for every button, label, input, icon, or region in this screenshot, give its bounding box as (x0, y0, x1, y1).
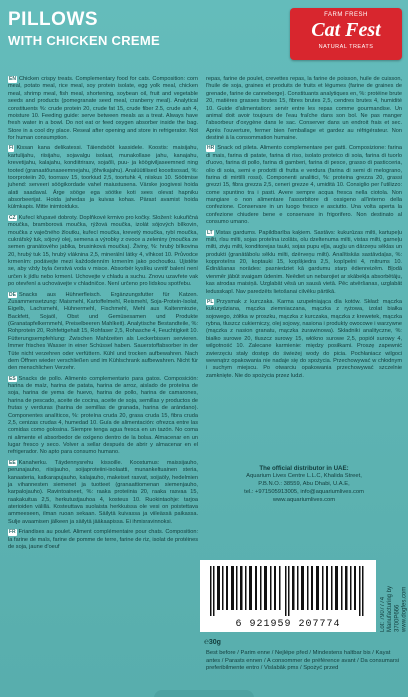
logo-brand: Cat Fest (311, 19, 381, 41)
barcode-bars (208, 566, 368, 616)
paragraph-en: EN Chicken crispy treats. Complementary food for cats. Composition: corn meal, potato meal, rice meal, soy protein isolate, egg yolk meal, chicken meal, shrimp meal, fish meal, shortening, soybean oil, fruit and vegetable seeds and products (pomegranate seed meal, cranberry meal). Analytical constituents %: crude protein 20, crude fat 15, crude fiber 2.5, crude ash 4, moisture 10. Feeding guide: serve between meals as a treat. Always have fresh water in a bowl. Do not eat or feed oxygen absorber inside the bag. Store in a cool dry place. Reseal after opening and store in refrigerator. Not for human consumption. (8, 76, 198, 141)
paragraph-lt: LT Vistas gardums. Papildbarība kaķiem. Sastāvs: kukurūzas milti, kartupeļu milti, rīsu milti, sojas proteīna izolāts, olu dzeltenuma milti, vistas milti, garneļu milti, zivju milti, konditorejas tauki, sojas pupu eļļa, augļu un dārzeņu sēklas un produkti (granātābolu sēklu milti, dzērveņu milti). Analītiskās sastāvdaļas, %: kopproteīns 20, koptauki 15, kopšķiedra 2,5, kopīpelni 4, mitrums 10. Ēdināšanas norādes: pasniedziet kā gardumu starp ēdienreizēm. Bļodā vienmēr jābūt svaigam ūdenim. Neēdiet un nebarojiet ar skābekļa absorbētāju, kas atrodas maisiņā. Uzglabāt vēsā un sausā vietā. Pēc atvēršanas, uzglabāt ledusskapī. Nav paredzēts lietošanai cilvēku pārtikā. (206, 229, 402, 295)
flag-ee: EE (9, 459, 16, 466)
distributor-line3: tel.: +971505913005, info@aquariumlives.com (244, 488, 364, 495)
estimated-sign-icon: ℮ (204, 637, 209, 646)
distributor-line1: Aquarium Lives Centre L.L.C, Khalida Street, (246, 473, 362, 480)
flag-fi: FI (9, 145, 14, 152)
net-weight (204, 637, 221, 646)
paragraph-de: DE Snacks aus Hühnerfleisch. Ergänzungsfutter für Katzen. Zusammensetzung: Maismehl, Kartoffelmehl, Reismehl, Soja-Protein-Isolat, Eigelb, Lachsmehl, Hühnermehl, Fischmehl, Mehl aus Kaltenmiozie, Backfett, Sojaöl, Obst und Gemüsesamen und Produkte (Granatapfelkernmehl, Preiselbeeren Mahlkeit). Analytische Bestandteile, %: Rohprotein 20, Rohfettgehalt 15, Rohfaser 2,5, Rohasche 4, Feuchtigkeit 10. Fütterungsempfehlung: Zwischen Mahlzeiten als Leckerbissen servieren. Immer frisches Wasser in einer Schüssel haben. Sauerstoffabsorber in der Tüte nicht verzehren oder verfüttern. Kühl und trocken aufbewahren. Nach dem Öffnen wieder verschließen und im Kühlschrank aufbewahren. Nicht für den menschlichen Verzehr. (8, 291, 198, 372)
logo-bottom-text: NATURAL TREATS (318, 44, 374, 50)
paragraph-hr: HR Snack od pileta. Alimento complementare per gatti. Composizione: farina di mais, farina di patate, farina di riso, isolato proteico di soia, farina di tuorlo d'uovo, farina di pollo, farina di gamberi, farina di pesce, grasso di pasticceria, olio di soia, semi e prodotti di frutta e verdura (farina di semi di melograno, farina di mirtilli rossi). Componenti analitici, %: proteina grezza 20, grassi grezzi 15, fibra grezza 2,5, ceneri grezze 4, umidità 10. Consiglio per l'utilizzo: come spuntino tra i pasti. Avere sempre acqua fresca nella ciotola. Non mangiare o non alimentare l'assorbitore di ossigeno all'interno della confezione. Conservare in un luogo fresco e asciutto. Una volta aperta la confezione chiudere bene e conservare in frigorifero. Non destinato al consumo umano. (206, 145, 402, 226)
distributor-heading: The official distributor in UAE: (259, 465, 349, 472)
distributor-line2: P.B.N.O.: 38559, Abu Dhabi, U.A.E, (258, 481, 350, 488)
paragraph-pl: PL Przysmak z kurczaka. Karma uzupełniająca dla kotów. Skład: mączka kukurydziana, mączka ziemniaczana, mączka z ryżowa, izolat białka sojowego, żółtka w proszku, mączka z kurczaka, mączka z krewetek, mączka rybna, tłuszcz cukierniczy, olej sojowy, nasiona i produkty owocowe i warzywne (mączka z nasion granatu, mączka żurawinowa). Składniki analityczne, %: białko surowe 20, tłuszcz surowy 15, włókno surowe 2,5, popiół surowy 4, wilgotność 10. Zalecane karmienie: między posiłkami. Proszę zapewnić zwierzęciu stały dostęp do świeżej wody do picia. Pochłaniacz wilgoci wewnątrz opakowania nie nadaje się do spożycia. Przechowywać w chłodnym i suchym miejscu. Po otwarciu opakowania przechowywać szczelnie zamknięte. Nie do spożycia przez ludzi. (206, 298, 402, 379)
right-text-column (206, 76, 402, 383)
flag-pl: PL (207, 298, 214, 305)
paragraph-cz: CZ Kuřecí křupavé dobroty. Doplňkové krmivo pro kočky. Složení: kukuřičná moučka, bramborová moučka, rýžová moučka, izolát sójových bílkovin, moučka z vaječného žloutku, kuřecí moučka, krevetý moučka, rybí moučka, cukrářský tuk, sójový olej, semena a výrobky z ovoce a zeleniny (moučka ze semen granátového jablka, brusinková moučka). Živiny, %: hrubý bílkovina 20, hrubý tuk 15, hrubý vláknina 2,5, minerální látky 4, vlhkost 10. Průvodce krmením: podávejte mezi každodenním krmením jako pochoutku. Ujistěte se, aby vždy byla čerstvá voda v misce. Absorbér kyslíku uvnitř balení není určen k jídlu nebo krmení. Uchovejte v chladu a suchu. Znovu uzavřete vak po otevření a uchovávejte v chladničce. Není určeno pro lidskou spotřebu. (8, 214, 198, 288)
paragraph-fi: FI Kissan kana delikatessi. Täiendsööt kassidele. Koostis: maisijahu, kartulijahu, riisijahu, sojavalgu isolaat, munakollase jahu, kanajahu, krevetijahu, kalajahu, kondiitrirasv, sojaõli, puu- ja köögiviljaseemned ning tooted (granaatõunaseemnejahu, jõhvikajahu). Analüütilised koostisosad, %: toorproteiin 20, toorrasv 15, toorkiud 2,5, toortuhk 4, niiskus 10. Söötmise juhend: serveeri söögikordade vahel maiustusena. Värske joogivesi hoida alati saadaval. Ärge sööge ega söötke koti sees olevat hapniku absorbeerijat. Hoida jahedas ja kuivas kohas. Pärast avamist hoida külmkapis. Mitte inimtoiduks. (8, 145, 198, 211)
paragraph-fr: FR Friandises au poulet. Aliment complémentaire pour chats. Composition: la farine de maïs, farine de pomme de terre, farine de riz, isolat de protéines de soja, jaune d'oeuf (8, 529, 198, 550)
flag-cz: CZ (9, 214, 16, 221)
left-text-column (8, 76, 198, 554)
paragraph-es: ES Snacks de pollo. Alimento complementario para gatos. Composición: harina de maíz, harina de patata, harina de arroz, aislado de proteína de soja, harina de yema de huevo, harina de pollo, harina de camarones, harina de pescado, aceite de cocina, aceite de soja, semillas y productos de frutas y verduras (harina de semillas de granada, harina de arándano). Componentes analíticos, %: proteína cruda 20, grasa cruda 15, fibra cruda 2,5, cenizas crudas 4, humedad 10. Guía de alimentación: ofrezca entre las comidas como golosina. Siempre tenga agua fresca en un tazón. No coma ni alimente el absorbedor de oxígeno dentro de la bolsa. Almacenar en un lugar fresco y seco. Volver a sellar después de abrir y almacenar en el refrigerador. No apto para consumo humano. (8, 375, 198, 456)
flag-lt: LT (207, 229, 213, 236)
flag-es: ES (9, 375, 16, 382)
distributor-line4: www.aquariumlives.com (272, 496, 336, 503)
flag-en: EN (9, 76, 16, 82)
distributor-info (206, 465, 402, 505)
flag-fr: FR (9, 529, 16, 536)
logo-top-text: FARM FRESH (324, 12, 368, 18)
flag-hr: HR (207, 145, 215, 152)
lot-side-text: Lot: 7907774 Manufacturing by 3700P666 www.dogfes.com (380, 585, 408, 632)
weight-value: 30g (208, 639, 221, 646)
flag-de: DE (9, 291, 16, 298)
paragraph-ee: EE Kanaherku. Täydennysrehu kissoille. Koostumus: maissijauho, perunajauho, riisijauho, soijaproteiini-isolaatti, munankeltuainen steria, kanaateria, katkarapujauho, kalajauho, makeiset rasvat, soijaöly, hedelmien ja vihannesten siemenet ja tuotteet (granaattiomenan siemenjauho, karpalojauho). Ravintoaineet, %: raaka proteiinia 20, raaka rasvaa 15, raakakuitua 2,5, herkutustjauhoa 4, kosteus 10. Ruokintaohje: tarjoa aterioiden välillä. Kosteuttava suolaista herkkuissa ole vesi on poistettava ammeeseen, ilman ruoan sekaan. Säilytä kuivassa ja viileässä paikassa. Sulje avaamisen jälkeen ja säilytä jääkaapissa. Ei ihmisravinnoksi. (8, 459, 198, 525)
hang-tab (154, 690, 254, 697)
title-line2: WITH CHICKEN CREME (8, 32, 161, 48)
title-line1: PILLOWS (8, 9, 99, 30)
barcode (200, 560, 376, 632)
product-title (8, 10, 160, 48)
barcode-digits: 6 921959 207774 (235, 619, 341, 630)
best-before-text: Best before / Parim enne / Nejlépe před / Mindestens haltbar bis / Kayat antes / Parasts ennen / A consommer de préférence avant / Da consumarsi preferibilmente entro / Vislabāk pms / Spożyć przed (206, 650, 400, 672)
paragraph-fr-cont: repas, farine de poulet, crevettes repas, la farine de poisson, huile de cuisson, l'huile de soja, graines et produits de fruits et légumes (farine de graines de grenade, farine de canneberge). Constituants analytiques en, %: protéine brute 20, matières grasses brutes 15, fibres brutes 2,5, cendres brutes 4, humidité 10. Guide d'alimentation: servir entre les repas comme gourmandise. Un animal doit avoir toujours de l'eau fraîche dans son bol. Ne pas manger l'absorbeur d'oxygène dans le sac. Conserver dans un endroit frais et sec. Après l'ouverture, fermer bien l'emballage et gardez au réfrigérateur. Non destiné à la consommation humaine. (206, 76, 402, 141)
brand-logo (290, 8, 402, 60)
